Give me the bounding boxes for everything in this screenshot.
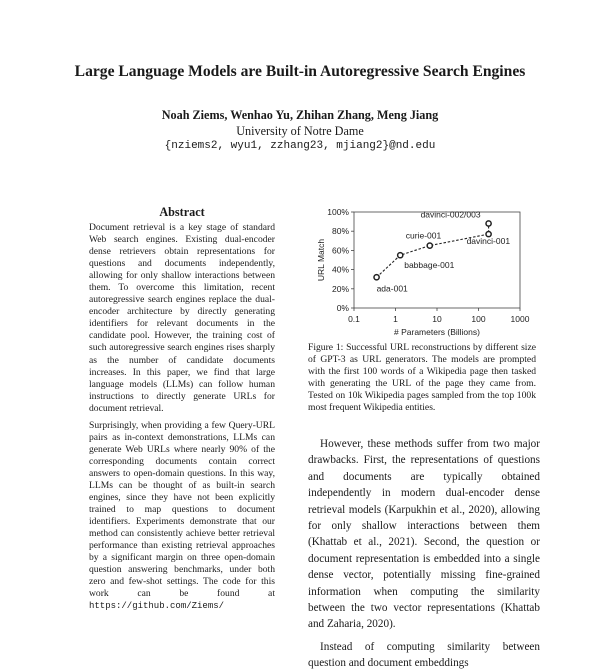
data-point-ada-001: [374, 275, 379, 280]
affiliation: University of Notre Dame: [236, 124, 364, 138]
abstract-paragraph-2: [89, 420, 275, 613]
y-tick-label: 40%: [331, 264, 349, 275]
abstract-paragraph-1: Document retrieval is a key stage of standard Web search engines. Existing dual-encoder dense retrievers obtain representations for questions and documents independently, allowing for only shallow interactions between them. To overcome this limitation, recent autoregressive search engines replace the dual-encoder architecture by directly generating identifiers for relevant documents in the candidate pool. However, the training cost of such autoregressive search engines rises sharply as the number of candidate documents increases. In this paper, we find that large language models (LLMs) can follow human instructions to directly generate URLs for document retrieval.: [89, 222, 275, 414]
data-label-davinci-001: davinci-001: [466, 236, 511, 247]
paper-title: Large Language Models are Built-in Autoregressive Search Engines: [74, 63, 526, 80]
author-list: Noah Ziems, Wenhao Yu, Zhihan Zhang, Meng Jiang: [161, 108, 439, 122]
x-tick-label: 100: [471, 314, 486, 324]
x-axis-label: # Parameters (Billions): [394, 327, 480, 337]
data-label-davinci-002-003: davinci-002/003: [420, 209, 481, 220]
abstract-paragraph-2-text: Surprisingly, when providing a few Query-URL pairs as in-context demonstrations, LLMs can generate Web URLs where nearly 90% of the corresponding documents contain correct answers to open-domain questions. In this way, LLMs can be thought of as built-in search engines, since they have not been explicitly trained to map questions to document identifiers. Experiments demonstrate that our method can consistently achieve better retrieval performance than existing retrieval approaches by a significant margin on three open-domain question answering benchmarks, under both zero and few-shot settings. The code for this work can be found at: [89, 419, 275, 600]
data-point-davinci-002-003: [486, 221, 491, 226]
abstract-body: [89, 222, 275, 613]
data-point-babbage-001: [398, 253, 403, 258]
x-tick-label: 1000: [510, 314, 530, 324]
y-tick-label: 0%: [336, 303, 349, 313]
intro-body: [308, 436, 540, 672]
data-point-curie-001: [427, 243, 432, 248]
data-label-ada-001: ada-001: [376, 283, 408, 294]
body-paragraph-1: However, these methods suffer from two major drawbacks. First, the representations of questions and documents are typically obtained independently in modern dual-encoder dense retrieval models (Karpukhin et al., 2020), allowing for only shallow interactions between them (Khattab et al., 2021). Second, the question or document representation is embedded into a single dense vector, potentially missing fine-grained information when computing the similarity between the two vector representations (Khattab and Zaharia, 2020).: [308, 438, 540, 631]
x-tick-label: 10: [432, 314, 442, 324]
x-tick-label: 0.1: [348, 314, 360, 324]
abstract-heading: Abstract: [159, 205, 205, 219]
y-tick-label: 20%: [331, 283, 349, 294]
x-tick-label: 1: [393, 314, 398, 324]
data-label-babbage-001: babbage-001: [404, 260, 455, 271]
figure-1-caption: Figure 1: Successful URL reconstructions by different size of GPT-3 as URL generators. The models are prompted with the first 100 words of a Wikipedia page then tasked with generating the URL of the page they came from. Tested on 10k Wikipedia pages sampled from the top 100k most frequent Wikipedia entities.: [308, 342, 536, 414]
body-paragraph-2: Instead of computing similarity between question and document embeddings: [308, 640, 540, 670]
figure-1-chart: [308, 204, 540, 340]
y-axis-label: URL Match: [316, 238, 326, 282]
data-label-curie-001: curie-001: [405, 230, 442, 241]
code-url-link[interactable]: https://github.com/Ziems/: [89, 601, 225, 612]
y-tick-label: 60%: [331, 245, 349, 256]
y-tick-label: 80%: [331, 226, 349, 237]
chart-svg: [308, 204, 540, 340]
y-tick-label: 100%: [327, 207, 349, 217]
author-emails: {nziems2, wyu1, zzhang23, mjiang2}@nd.edu: [164, 140, 436, 152]
